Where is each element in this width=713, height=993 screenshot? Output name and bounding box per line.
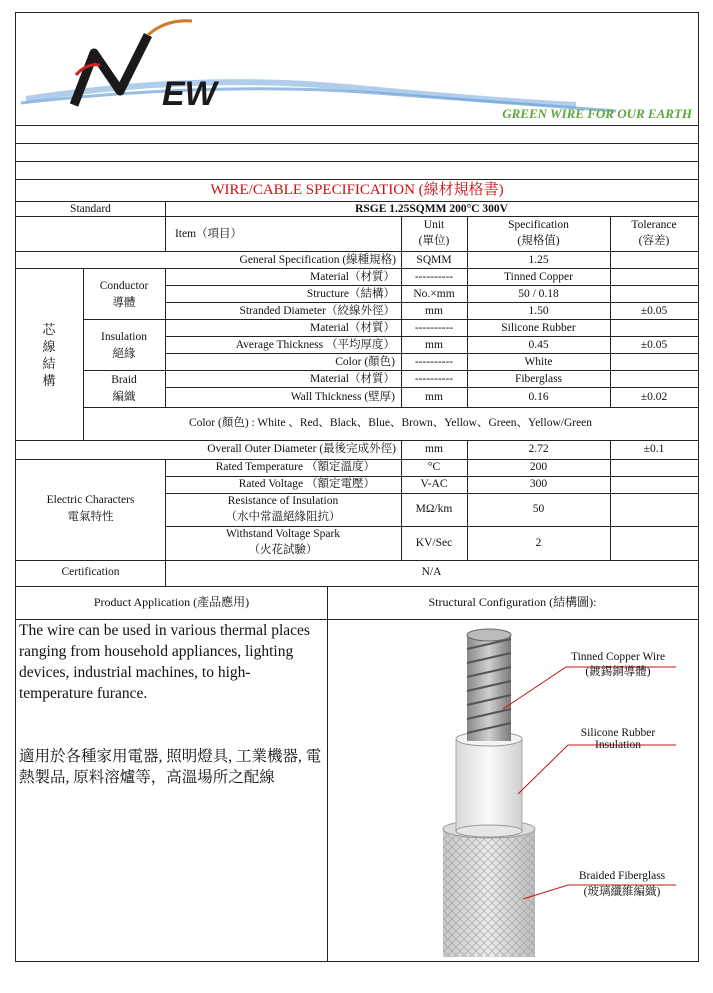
general-spec-label: General Specification (線種規格) [239, 254, 396, 266]
structure-heading: Structural Configuration (結構圖): [428, 595, 597, 609]
insulation-material-unit: ---------- [414, 322, 454, 334]
spec-sheet [15, 12, 699, 962]
spark-item-zh: （火花試驗） [248, 544, 318, 556]
braid-label: Braid [111, 374, 137, 386]
col-spec-zh: (規格值) [517, 235, 560, 247]
rated-temp-item: Rated Temperature （額定溫度） [215, 461, 375, 473]
overall-diameter-unit: mm [425, 443, 443, 455]
rated-temp-spec: 200 [529, 461, 548, 473]
general-spec-value: 1.25 [528, 254, 549, 266]
brand-wordmark: EW [162, 75, 217, 113]
color-options: Color (顏色) : White 、Red、Black、Blue、Brown、Yellow、Green、Yellow/Green [188, 417, 593, 429]
conductor-diameter-spec: 1.50 [528, 305, 549, 317]
conductor-diameter-tol: ±0.05 [640, 305, 668, 317]
conductor-structure-spec: 50 / 0.18 [518, 288, 559, 300]
col-unit: Unit [423, 219, 445, 231]
col-tolerance-zh: (容差) [638, 235, 670, 247]
spark-spec: 2 [535, 537, 542, 549]
insulation-label: Insulation [101, 331, 147, 343]
insulation-material-spec: Silicone Rubber [501, 322, 576, 334]
label-braid: Braided Fiberglass [578, 870, 666, 882]
label-insulation-2: Insulation [595, 739, 641, 751]
conductor-diameter-item: Stranded Diameter（絞線外徑） [239, 305, 395, 317]
braid-thickness-item: Wall Thickness (壁厚) [290, 391, 395, 403]
company-logo [16, 13, 698, 125]
col-unit-zh: (單位) [418, 235, 450, 247]
electric-label-zh: 電氣特性 [67, 511, 114, 523]
insulation-thickness-spec: 0.45 [528, 339, 549, 351]
braid-thickness-tol: ±0.02 [640, 391, 668, 403]
conductor-diameter-unit: mm [425, 305, 443, 317]
application-heading: Product Application (產品應用) [93, 595, 250, 609]
insulation-color-item: Color (顏色) [335, 356, 395, 368]
insulation-color-unit: ---------- [414, 356, 454, 368]
structure-label: 芯線結構 [42, 322, 56, 388]
conductor-structure-item: Structure（結構） [306, 288, 395, 300]
rated-voltage-spec: 300 [529, 478, 548, 490]
braid-thickness-unit: mm [425, 391, 443, 403]
conductor-material-item: Material（材質） [310, 271, 395, 283]
certification-value: N/A [421, 566, 442, 578]
document-title: WIRE/CABLE SPECIFICATION (線材規格書) [210, 182, 504, 198]
label-copper-wire: Tinned Copper Wire [570, 651, 666, 663]
standard-label: Standard [70, 203, 111, 215]
rated-voltage-item: Rated Voltage （額定電壓） [238, 478, 375, 490]
conductor-material-unit: ---------- [414, 271, 454, 283]
spark-item: Withstand Voltage Spark [225, 528, 341, 540]
resistance-unit: MΩ/km [415, 503, 453, 515]
electric-label: Electric Characters [46, 494, 135, 506]
insulation-thickness-tol: ±0.05 [640, 339, 668, 351]
overall-diameter-label: Overall Outer Diameter (最後完成外徑) [207, 443, 396, 455]
rated-voltage-unit: V-AC [420, 478, 448, 490]
conductor-label: Conductor [99, 280, 149, 292]
application-text-en: The wire can be used in various thermal places ranging from household appliances, lighting devices, industrial machines, to high-temperature furance. [19, 622, 310, 702]
certification-label: Certification [61, 566, 120, 578]
general-spec-unit: SQMM [416, 254, 452, 266]
braid-material-spec: Fiberglass [514, 373, 563, 385]
conductor-structure-unit: No.×mm [413, 288, 455, 300]
col-tolerance: Tolerance [631, 219, 677, 231]
overall-diameter-tol: ±0.1 [643, 443, 665, 455]
insulation-material-item: Material（材質） [310, 322, 395, 334]
copper-conductor [467, 629, 511, 741]
braid-thickness-spec: 0.16 [528, 391, 549, 403]
conductor-label-zh: 導體 [112, 297, 136, 309]
braid-layer [443, 820, 535, 957]
cable-structure-diagram [328, 619, 698, 959]
label-copper-wire-zh: (鍍錫銅導體) [585, 666, 651, 678]
braid-material-item: Material（材質） [310, 373, 395, 385]
insulation-layer [456, 732, 522, 837]
conductor-material-spec: Tinned Copper [504, 271, 573, 283]
insulation-thickness-unit: mm [425, 339, 443, 351]
overall-diameter-spec: 2.72 [528, 443, 549, 455]
label-braid-zh: (玻璃纖維編織) [583, 886, 661, 898]
col-spec: Specification [508, 219, 569, 231]
insulation-thickness-item: Average Thickness （平均厚度） [235, 339, 395, 351]
col-item: Item（項目） [174, 228, 243, 240]
braid-material-unit: ---------- [414, 373, 454, 385]
resistance-item: Resistance of Insulation [227, 495, 339, 507]
label-insulation: Silicone Rubber [580, 727, 656, 739]
resistance-item-zh: （水中常溫絕緣阻抗） [225, 511, 341, 523]
standard-value: RSGE 1.25SQMM 200°C 300V [355, 203, 508, 215]
application-text-zh: 適用於各種家用電器, 照明燈具, 工業機器, 電熱製品, 原料溶爐等，高溫場所之配線 [19, 748, 322, 786]
insulation-label-zh: 絕緣 [112, 348, 136, 360]
resistance-spec: 50 [532, 503, 545, 515]
spark-unit: KV/Sec [415, 537, 453, 549]
insulation-color-spec: White [524, 356, 553, 368]
braid-label-zh: 編織 [112, 391, 136, 403]
rated-temp-unit: °C [427, 461, 441, 473]
slogan: GREEN WIRE FOR OUR EARTH [502, 106, 692, 121]
